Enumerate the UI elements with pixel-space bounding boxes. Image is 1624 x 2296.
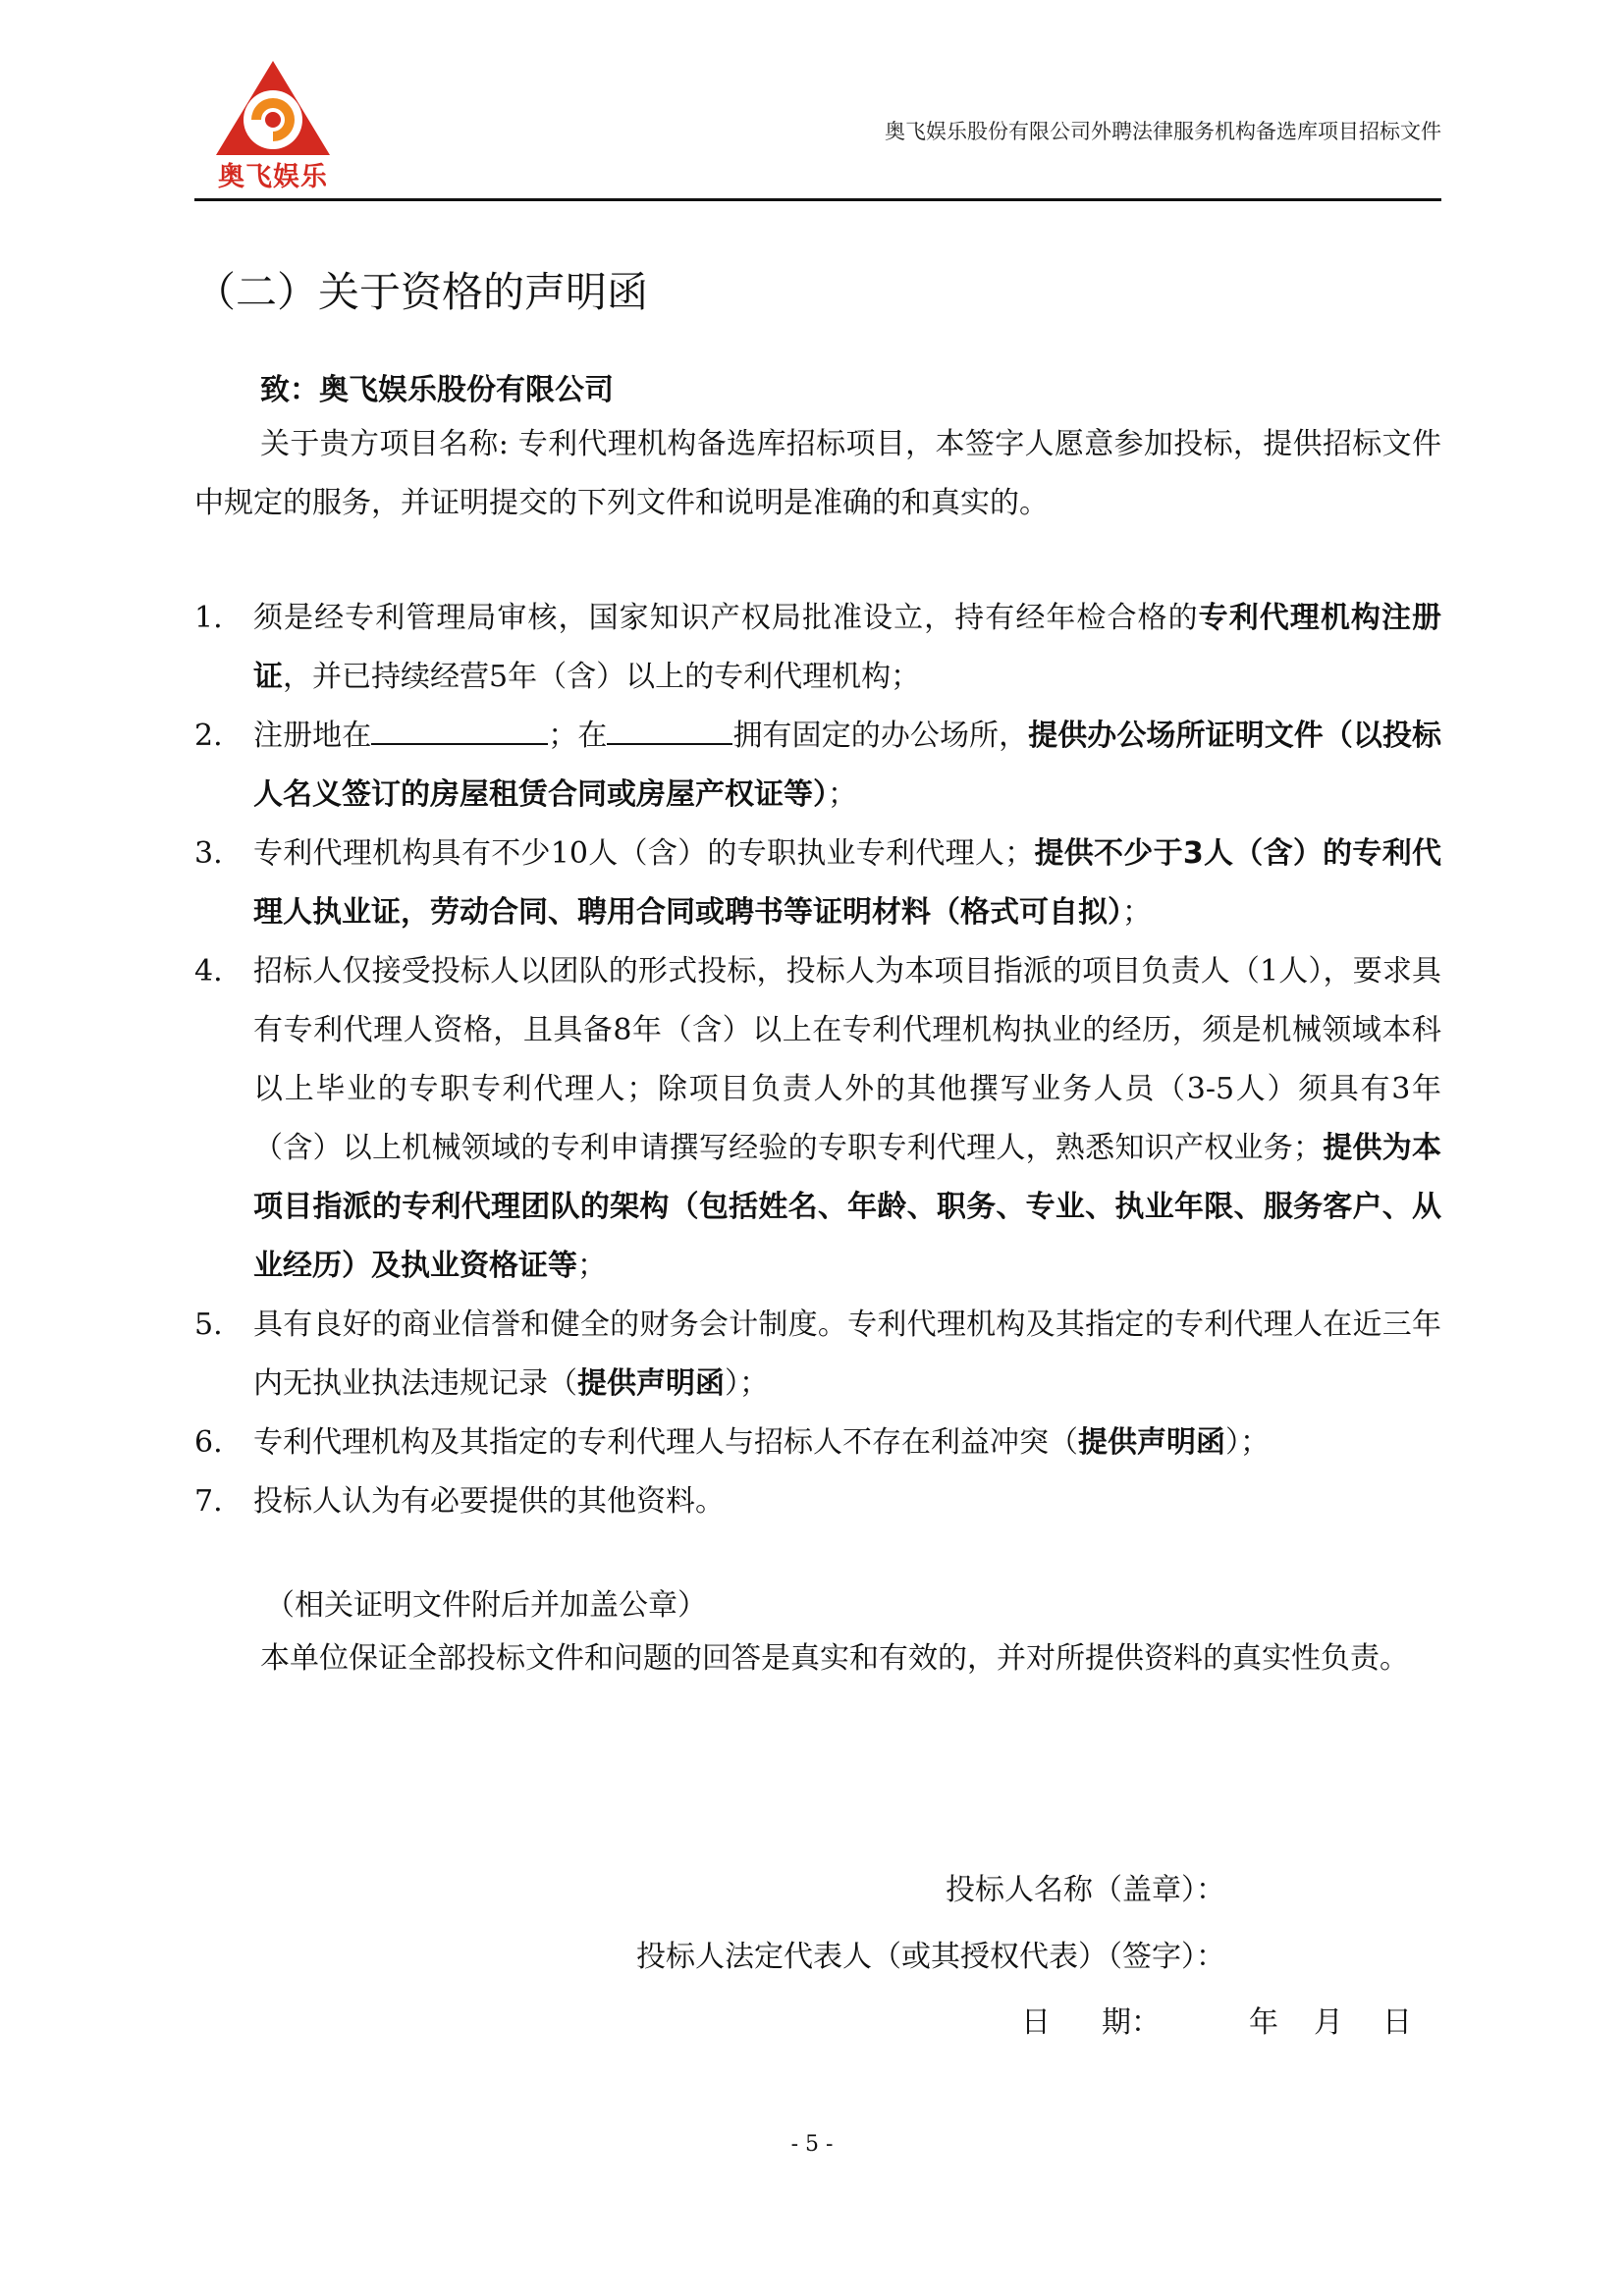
attachment-note: （相关证明文件附后并加盖公章） [265, 1588, 707, 1623]
item-tail: ）； [725, 1366, 769, 1401]
item-number: 1. [194, 601, 223, 635]
item-bold-text: 提供不少于3人（含）的专利代理人执业证，劳动合同、聘用合同或聘书等证明材料（格式可自拟） [253, 836, 1441, 930]
item-text: 专利代理机构具有不少10人（含）的专职执业专利代理人； [253, 836, 1035, 871]
item-bold-text: 提供办公场所证明文件（以投标人名义签订的房屋租赁合同或房屋产权证等） [253, 719, 1442, 812]
item-number: 6. [194, 1425, 223, 1460]
list-item [194, 1296, 1441, 1414]
item-text: 具有良好的商业信誉和健全的财务会计制度。专利代理机构及其指定的专利代理人在近三年内无执业执法违规记录（ [253, 1308, 1441, 1401]
item-text: 须是经专利管理局审核，国家知识产权局批准设立，持有经年检合格的 [253, 601, 1199, 635]
header-divider [194, 198, 1441, 201]
date-label-ri: 日 [1021, 2005, 1051, 2040]
list-item [194, 1414, 1441, 1472]
year-label: 年 [1249, 2005, 1278, 2040]
date-label-qi: 期： [1102, 2005, 1161, 2040]
list-item [194, 589, 1441, 707]
page-number: - 5 - [790, 2132, 834, 2157]
day-label: 日 [1382, 2005, 1412, 2040]
item-text: ；在 [548, 719, 608, 753]
item-number: 3. [194, 836, 223, 871]
section-title: （二）关于资格的声明函 [194, 268, 649, 316]
item-tail: ，并已持续经营5年（含）以上的专利代理机构； [283, 660, 921, 694]
item-number: 2. [194, 719, 223, 753]
item-bold-text: 提供声明函 [577, 1366, 725, 1401]
item-bold-text: 提供为本项目指派的专利代理团队的架构（包括姓名、年龄、职务、专业、执业年限、服务客户、从业经历）及执业资格证等 [253, 1131, 1442, 1283]
item-tail: ）； [1225, 1425, 1270, 1460]
intro-paragraph: 关于贵方项目名称: 专利代理机构备选库招标项目，本签字人愿意参加投标，提供招标文件中规定的服务，并证明提交的下列文件和说明是准确的和真实的。 [194, 427, 1441, 520]
item-text: 投标人认为有必要提供的其他资料。 [253, 1484, 725, 1519]
item-tail: ； [577, 1249, 607, 1283]
item-text: 招标人仅接受投标人以团队的形式投标，投标人为本项目指派的项目负责人（1人），要求具有专利代理人资格，且具备8年（含）以上在专利代理机构执业的经历，须是机械领域本科以上毕业的专职专利代理人；除项目负责人外的其他撰写业务人员（3-5人）须具有3年（含）以上机械领域的专利申请撰写经验的专职专利代理人，熟悉知识产权业务； [253, 954, 1441, 1165]
logo-text: 奥飞娱乐 [218, 162, 328, 192]
page-header [194, 57, 1441, 202]
list-item [194, 825, 1441, 942]
item-tail: ； [828, 777, 857, 812]
office-location-blank[interactable] [607, 714, 732, 745]
item-text: 专利代理机构及其指定的专利代理人与招标人不存在利益冲突（ [253, 1425, 1078, 1460]
item-number: 4. [194, 954, 223, 988]
list-item [194, 942, 1441, 1296]
registration-location-blank[interactable] [371, 714, 548, 745]
item-tail: ； [1122, 895, 1152, 930]
requirements-list [194, 589, 1441, 1531]
item-number: 7. [194, 1484, 223, 1519]
item-text: 拥有固定的办公场所， [732, 719, 1029, 753]
bidder-name-label: 投标人名称（盖章）： [946, 1873, 1225, 1907]
item-bold-text: 提供声明函 [1078, 1425, 1225, 1460]
month-label: 月 [1314, 2005, 1343, 2040]
representative-label: 投标人法定代表人（或其授权代表）（签字）： [636, 1940, 1225, 1974]
list-item [194, 707, 1441, 825]
item-text: 注册地在 [253, 719, 372, 753]
list-item [194, 1472, 1441, 1531]
header-title: 奥飞娱乐股份有限公司外聘法律服务机构备选库项目招标文件 [885, 120, 1441, 143]
item-bold-text: 专利代理机构注册证 [253, 601, 1442, 694]
guarantee-paragraph: 本单位保证全部投标文件和问题的回答是真实和有效的，并对所提供资料的真实性负责。 [260, 1641, 1409, 1676]
item-number: 5. [194, 1308, 223, 1342]
addressee: 致：奥飞娱乐股份有限公司 [260, 373, 614, 407]
